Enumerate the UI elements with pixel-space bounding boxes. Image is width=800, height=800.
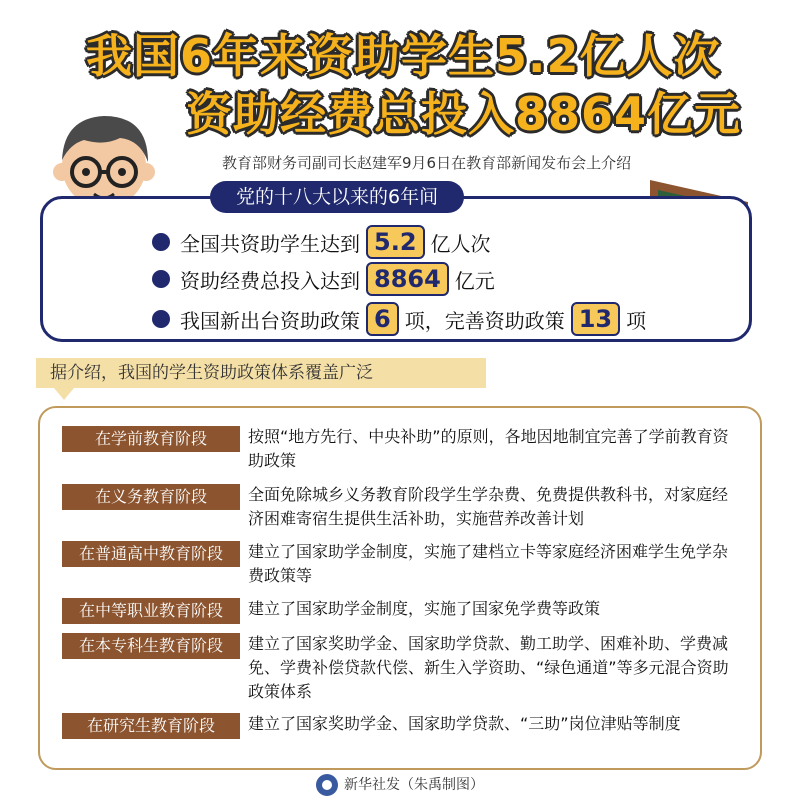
stage-label-graduate: 在研究生教育阶段 bbox=[62, 713, 240, 739]
bullet-icon bbox=[152, 233, 170, 251]
stat-mid: 项，完善资助政策 bbox=[404, 308, 565, 333]
stat-suffix: 项 bbox=[626, 308, 647, 333]
intro-pointer bbox=[54, 388, 74, 400]
stage-desc-highschool: 建立了国家助学金制度，实施了建档立卡等家庭经济困难学生免学杂费政策等 bbox=[248, 542, 729, 585]
stat-suffix: 亿元 bbox=[454, 268, 495, 293]
intro-text: 据介绍，我国的学生资助政策体系覆盖广泛 bbox=[50, 363, 373, 383]
footer-text: 新华社发（朱禹制图） bbox=[344, 777, 484, 793]
stat-prefix: 全国共资助学生达到 bbox=[180, 231, 360, 256]
stat-row-policies bbox=[152, 302, 646, 336]
subtitle: 教育部财务司副司长赵建军9月6日在教育部新闻发布会上介绍 bbox=[222, 154, 632, 172]
stat-suffix: 亿人次 bbox=[430, 231, 491, 256]
stat-row-students bbox=[152, 225, 491, 259]
stat-prefix: 资助经费总投入达到 bbox=[180, 268, 360, 293]
title-line-1: 我国6年来资助学生5.2亿人次 bbox=[86, 29, 721, 83]
stage-label-preschool: 在学前教育阶段 bbox=[62, 426, 240, 452]
stat-value: 8864 bbox=[366, 262, 449, 296]
stat-value: 6 bbox=[366, 302, 399, 336]
bullet-icon bbox=[152, 270, 170, 288]
stats-heading: 党的十八大以来的6年间 bbox=[210, 181, 464, 213]
stage-label-vocational: 在中等职业教育阶段 bbox=[62, 598, 240, 624]
stage-label-undergraduate: 在本专科生教育阶段 bbox=[62, 633, 240, 659]
stage-desc-undergraduate: 建立了国家奖助学金、国家助学贷款、勤工助学、困难补助、学费减免、学费补偿贷款代偿、新生入学资助、“绿色通道”等多元混合资助政策体系 bbox=[248, 634, 729, 701]
stage-desc-preschool: 按照“地方先行、中央补助”的原则，各地因地制宜完善了学前教育资助政策 bbox=[248, 427, 729, 470]
stage-label-highschool: 在普通高中教育阶段 bbox=[62, 541, 240, 567]
stage-label-compulsory: 在义务教育阶段 bbox=[62, 484, 240, 510]
stat-row-funding bbox=[152, 262, 495, 296]
stat-value-2: 13 bbox=[571, 302, 620, 336]
stage-desc-graduate: 建立了国家奖助学金、国家助学贷款、“三助”岗位津贴等制度 bbox=[248, 714, 681, 733]
xinhua-logo-icon bbox=[316, 774, 338, 796]
bullet-icon bbox=[152, 310, 170, 328]
stat-prefix: 我国新出台资助政策 bbox=[180, 308, 360, 333]
title-line-2: 资助经费总投入8864亿元 bbox=[186, 87, 742, 141]
stage-desc-vocational: 建立了国家助学金制度，实施了国家免学费等政策 bbox=[248, 599, 601, 618]
stage-desc-compulsory: 全面免除城乡义务教育阶段学生学杂费、免费提供教科书，对家庭经济困难寄宿生提供生活补助，实施营养改善计划 bbox=[248, 485, 729, 528]
footer-credit bbox=[0, 770, 800, 800]
stat-value: 5.2 bbox=[366, 225, 425, 259]
